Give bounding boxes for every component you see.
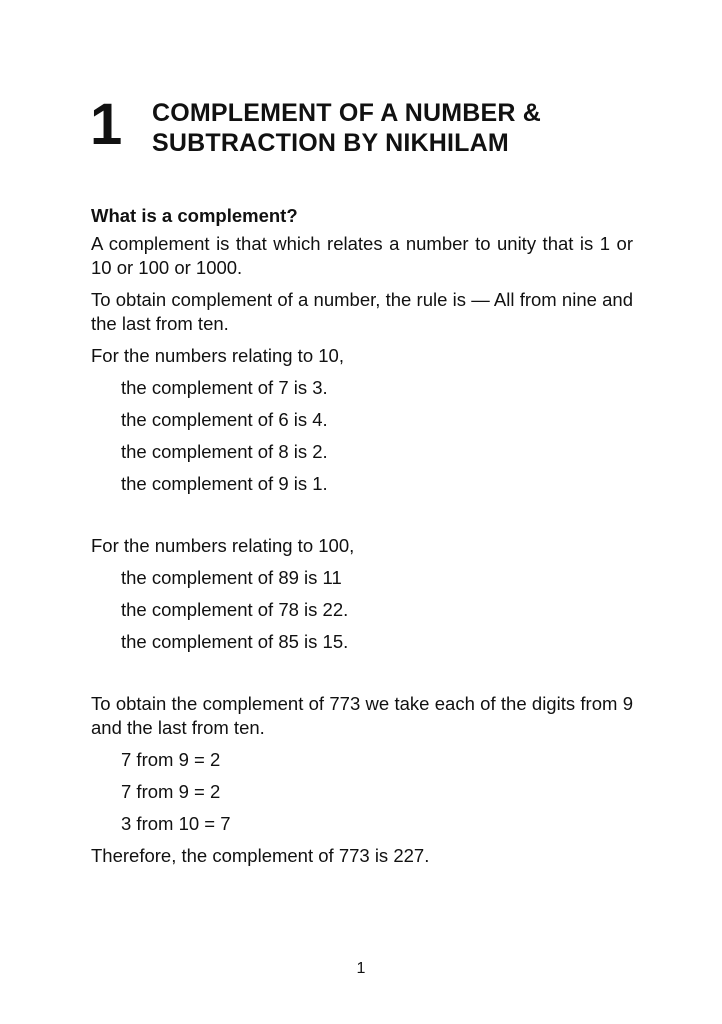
- chapter-title-line-1: COMPLEMENT OF A NUMBER &: [152, 99, 542, 127]
- page-number: 1: [356, 960, 366, 977]
- section-heading: What is a complement?: [91, 205, 298, 226]
- example-100-item: the complement of 85 is 15.: [121, 631, 349, 652]
- chapter-body: [91, 204, 633, 876]
- example-100-item: the complement of 89 is 11: [121, 567, 342, 588]
- chapter-title: [152, 98, 541, 158]
- conclusion-text: Therefore, the complement of 773 is 227.: [91, 845, 430, 866]
- step-773-item: 7 from 9 = 2: [121, 781, 221, 802]
- example-10-item: the complement of 7 is 3.: [121, 377, 328, 398]
- example-10-item: the complement of 6 is 4.: [121, 409, 328, 430]
- chapter-header: [90, 92, 650, 168]
- intro-10-text: For the numbers relating to 10,: [91, 345, 344, 366]
- chapter-number: 1: [90, 92, 123, 157]
- method-773-paragraph: To obtain the complement of 773 we take each of the digits from 9 and the last from ten.: [91, 693, 633, 738]
- step-773-item: 7 from 9 = 2: [121, 749, 221, 770]
- rule-paragraph: To obtain complement of a number, the rule is — All from nine and the last from ten.: [91, 289, 633, 334]
- intro-100-text: For the numbers relating to 100,: [91, 535, 355, 556]
- step-773-item: 3 from 10 = 7: [121, 813, 231, 834]
- example-100-item: the complement of 78 is 22.: [121, 599, 349, 620]
- example-10-item: the complement of 8 is 2.: [121, 441, 328, 462]
- chapter-title-line-2: SUBTRACTION BY NIKHILAM: [152, 129, 509, 157]
- spacer: [91, 662, 633, 692]
- example-10-item: the complement of 9 is 1.: [121, 473, 328, 494]
- definition-paragraph: A complement is that which relates a number to unity that is 1 or 10 or 100 or 1000.: [91, 233, 633, 278]
- spacer: [91, 504, 633, 534]
